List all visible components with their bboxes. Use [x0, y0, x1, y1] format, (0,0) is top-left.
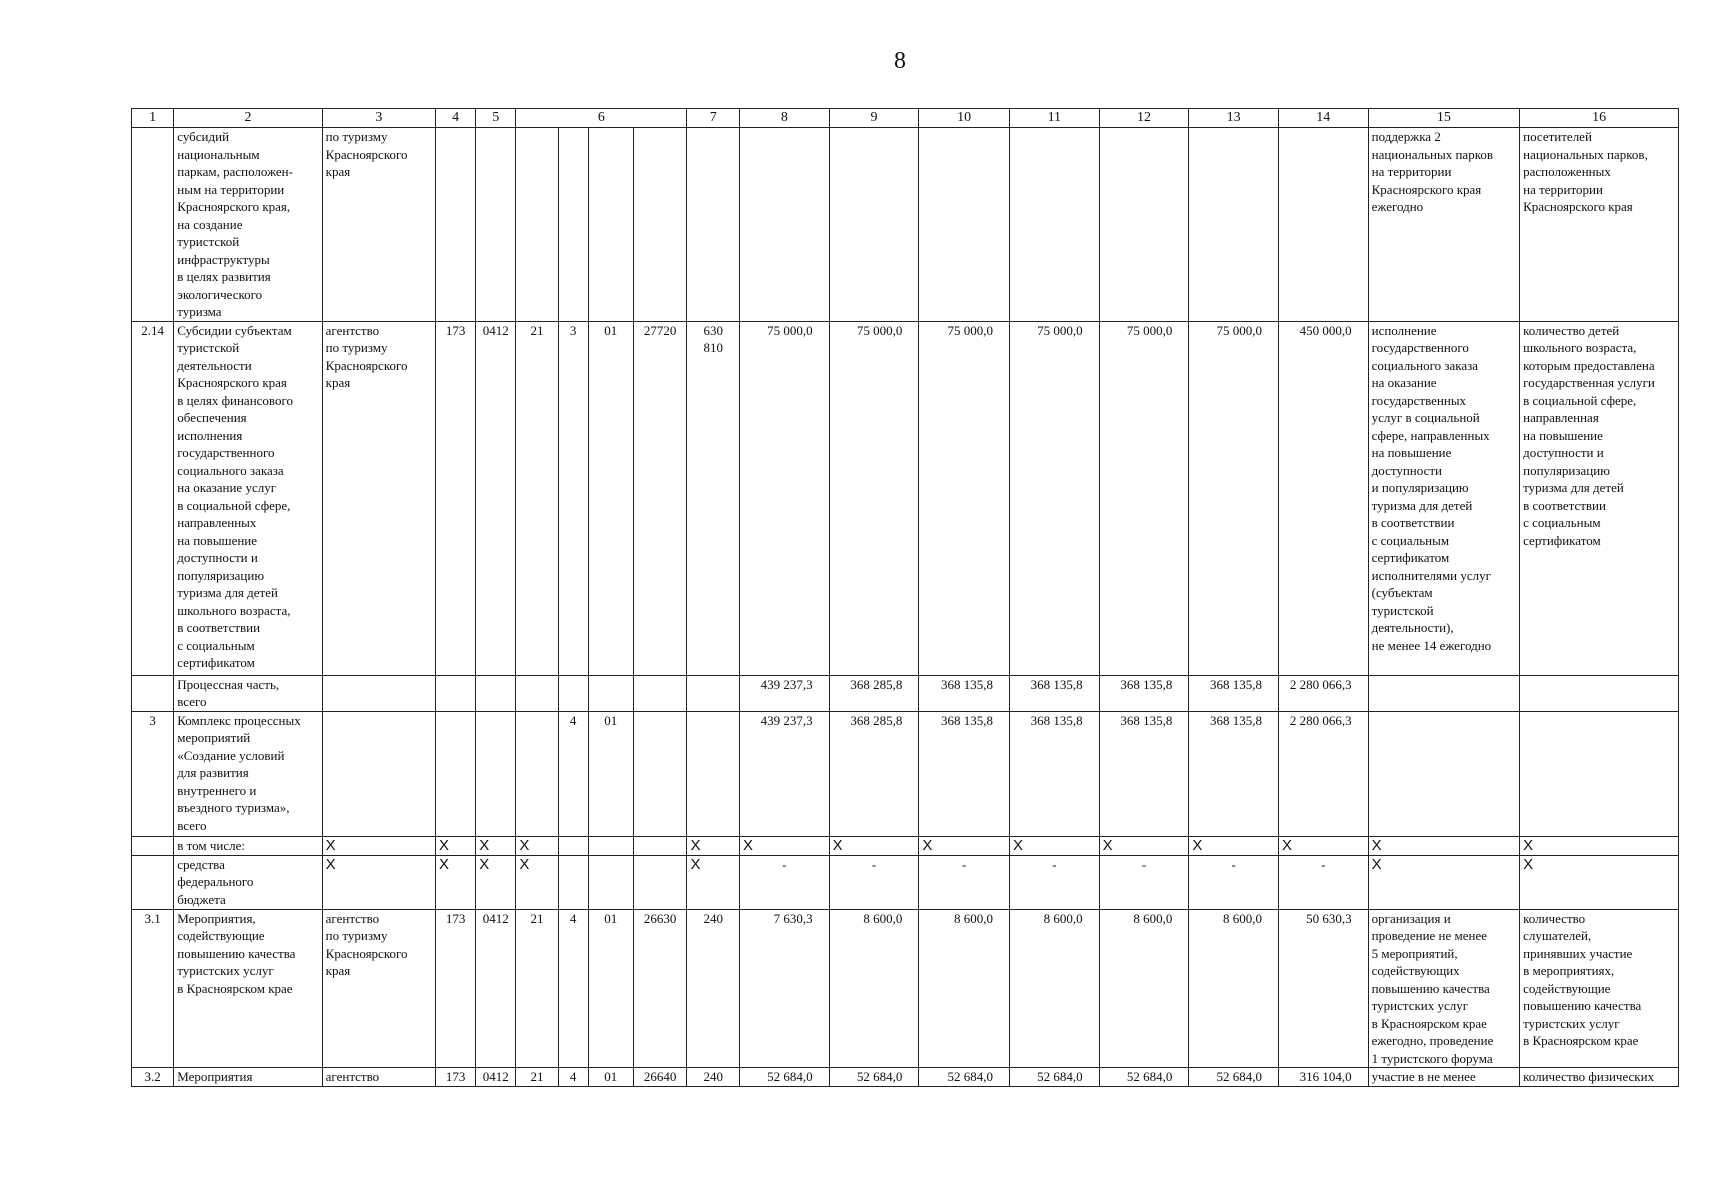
- cell-total: 50 630,3: [1278, 909, 1368, 1068]
- cell-name: средства федерального бюджета: [174, 855, 322, 909]
- cell-csr-type: 4: [558, 1068, 588, 1087]
- cell-x-mark: X: [687, 855, 740, 909]
- cell-x-mark: X: [322, 855, 435, 909]
- cell-empty: [1520, 675, 1679, 711]
- cell-empty: [558, 855, 588, 909]
- col-header: 5: [476, 109, 516, 128]
- cell-x-mark: X: [322, 836, 435, 855]
- cell-empty: [687, 675, 740, 711]
- col-header: 15: [1368, 109, 1520, 128]
- col-header: 16: [1520, 109, 1679, 128]
- cell-x-mark: X: [829, 836, 919, 855]
- cell-empty: [132, 836, 174, 855]
- cell-grbs: 173: [436, 1068, 476, 1087]
- cell-dash: -: [1189, 855, 1279, 909]
- cell-dash: -: [1010, 855, 1100, 909]
- col-header: 2: [174, 109, 322, 128]
- cell-empty: [633, 836, 687, 855]
- cell-amount: 75 000,0: [829, 321, 919, 675]
- cell-amount: 368 135,8: [1010, 675, 1100, 711]
- cell-amount: 52 684,0: [919, 1068, 1010, 1087]
- cell-result: поддержка 2 национальных парков на территории Красноярского края ежегодно: [1368, 128, 1520, 322]
- cell-empty: [436, 675, 476, 711]
- cell-indicator: количество слушателей, принявших участие в мероприятиях, содействующие повышению качества туристских услуг в Красноярском крае: [1520, 909, 1679, 1068]
- cell-x-mark: X: [1520, 855, 1679, 909]
- cell-empty: [1368, 711, 1520, 836]
- col-header: 13: [1189, 109, 1279, 128]
- col-header: 8: [740, 109, 830, 128]
- cell-empty: [829, 128, 919, 322]
- cell-csr-program: 21: [516, 909, 558, 1068]
- cell-amount: 52 684,0: [1010, 1068, 1100, 1087]
- cell-x-mark: X: [516, 855, 558, 909]
- cell-empty: [476, 128, 516, 322]
- cell-empty: [436, 128, 476, 322]
- cell-csr-direction: 26630: [633, 909, 687, 1068]
- cell-indicator: количество физических: [1520, 1068, 1679, 1087]
- col-header: 10: [919, 109, 1010, 128]
- cell-executor: агентство по туризму Красноярского края: [322, 909, 435, 1068]
- cell-empty: [322, 711, 435, 836]
- cell-amount: 8 600,0: [829, 909, 919, 1068]
- cell-x-mark: X: [1368, 836, 1520, 855]
- cell-total: 316 104,0: [1278, 1068, 1368, 1087]
- cell-empty: [132, 855, 174, 909]
- cell-empty: [132, 675, 174, 711]
- cell-csr-complex: 01: [588, 1068, 633, 1087]
- cell-number: 3: [132, 711, 174, 836]
- cell-amount: 368 135,8: [1010, 711, 1100, 836]
- cell-amount: 8 600,0: [1010, 909, 1100, 1068]
- cell-amount: 8 600,0: [1099, 909, 1189, 1068]
- cell-empty: [558, 128, 588, 322]
- cell-name: в том числе:: [174, 836, 322, 855]
- table-row: [132, 855, 1679, 909]
- cell-empty: [740, 128, 830, 322]
- cell-result: организация и проведение не менее 5 мероприятий, содействующих повышению качества туристских услуг в Красноярском крае ежегодно, проведение 1 туристского форума: [1368, 909, 1520, 1068]
- cell-vr: 240: [687, 909, 740, 1068]
- cell-executor: по туризму Красноярского края: [322, 128, 435, 322]
- cell-csr-type: 4: [558, 909, 588, 1068]
- cell-rzpr: 0412: [476, 321, 516, 675]
- cell-csr-type: 3: [558, 321, 588, 675]
- cell-csr-program: 21: [516, 1068, 558, 1087]
- cell-amount: 368 135,8: [1189, 711, 1279, 836]
- cell-empty: [1368, 675, 1520, 711]
- cell-amount: 8 600,0: [919, 909, 1010, 1068]
- cell-amount: 52 684,0: [829, 1068, 919, 1087]
- cell-empty: [919, 128, 1010, 322]
- cell-empty: [516, 128, 558, 322]
- header-row: [132, 109, 1679, 128]
- table-row: [132, 128, 1679, 322]
- cell-empty: [1010, 128, 1100, 322]
- cell-amount: 368 135,8: [1189, 675, 1279, 711]
- cell-empty: [1520, 711, 1679, 836]
- cell-result: участие в не менее: [1368, 1068, 1520, 1087]
- cell-x-mark: X: [1189, 836, 1279, 855]
- cell-x-mark: X: [1278, 836, 1368, 855]
- page-number: 8: [894, 48, 906, 74]
- cell-executor: агентство по туризму Красноярского края: [322, 321, 435, 675]
- cell-amount: 439 237,3: [740, 675, 830, 711]
- cell-amount: 8 600,0: [1189, 909, 1279, 1068]
- cell-empty: [633, 711, 687, 836]
- col-header: 14: [1278, 109, 1368, 128]
- cell-name: Субсидии субъектам туристской деятельности Красноярского края в целях финансового обеспечения исполнения государственного социального заказа на оказание услуг в социальной сфере, направленных на повышение доступности и популяризацию туризма для детей школьного возраста, в соответствии с социальным сертификатом: [174, 321, 322, 675]
- col-header: 6: [516, 109, 687, 128]
- cell-number: 3.2: [132, 1068, 174, 1087]
- cell-total: 2 280 066,3: [1278, 675, 1368, 711]
- cell-amount: 75 000,0: [1010, 321, 1100, 675]
- table-row: [132, 909, 1679, 1068]
- cell-amount: 368 285,8: [829, 675, 919, 711]
- cell-dash: -: [919, 855, 1010, 909]
- cell-indicator: количество детей школьного возраста, которым предоставлена государственная услуги в социальной сфере, направленная на повышение доступности и популяризацию туризма для детей в соответствии с социальным сертификатом: [1520, 321, 1679, 675]
- cell-empty: [588, 855, 633, 909]
- cell-empty: [558, 836, 588, 855]
- table-row: [132, 836, 1679, 855]
- cell-x-mark: X: [740, 836, 830, 855]
- table-row: [132, 1068, 1679, 1087]
- cell-empty: [476, 711, 516, 836]
- cell-empty: [476, 675, 516, 711]
- cell-amount: 368 135,8: [1099, 711, 1189, 836]
- cell-total: 2 280 066,3: [1278, 711, 1368, 836]
- cell-amount: 75 000,0: [1189, 321, 1279, 675]
- cell-executor: агентство: [322, 1068, 435, 1087]
- cell-x-mark: X: [436, 836, 476, 855]
- col-header: 4: [436, 109, 476, 128]
- cell-x-mark: X: [919, 836, 1010, 855]
- col-header: 11: [1010, 109, 1100, 128]
- cell-x-mark: X: [687, 836, 740, 855]
- cell-empty: [1278, 128, 1368, 322]
- cell-amount: 368 285,8: [829, 711, 919, 836]
- col-header: 7: [687, 109, 740, 128]
- cell-x-mark: X: [436, 855, 476, 909]
- table-row: [132, 675, 1679, 711]
- cell-csr-direction: 27720: [633, 321, 687, 675]
- cell-amount: 52 684,0: [1189, 1068, 1279, 1087]
- cell-dash: -: [740, 855, 830, 909]
- cell-empty: [588, 836, 633, 855]
- col-header: 3: [322, 109, 435, 128]
- cell-vr: 630 810: [687, 321, 740, 675]
- col-header: 9: [829, 109, 919, 128]
- cell-csr-type: 4: [558, 711, 588, 836]
- cell-x-mark: X: [1520, 836, 1679, 855]
- cell-amount: 7 630,3: [740, 909, 830, 1068]
- cell-vr: 240: [687, 1068, 740, 1087]
- cell-x-mark: X: [476, 836, 516, 855]
- cell-number: 2.14: [132, 321, 174, 675]
- cell-empty: [1099, 128, 1189, 322]
- cell-csr-complex: 01: [588, 711, 633, 836]
- cell-empty: [633, 128, 687, 322]
- col-header: 12: [1099, 109, 1189, 128]
- cell-name: Мероприятия, содействующие повышению качества туристских услуг в Красноярском крае: [174, 909, 322, 1068]
- cell-empty: [633, 675, 687, 711]
- cell-empty: [516, 675, 558, 711]
- cell-amount: 52 684,0: [1099, 1068, 1189, 1087]
- cell-name: Комплекс процессных мероприятий «Создание условий для развития внутреннего и въездного туризма», всего: [174, 711, 322, 836]
- cell-empty: [633, 855, 687, 909]
- cell-dash: -: [1099, 855, 1189, 909]
- cell-amount: 439 237,3: [740, 711, 830, 836]
- cell-result: исполнение государственного социального заказа на оказание государственных услуг в социальной сфере, направленных на повышение доступности и популяризацию туризма для детей в соответствии с социальным сертификатом исполнителями услуг (субъектам туристской деятельности), не менее 14 ежегодно: [1368, 321, 1520, 675]
- table-row: [132, 711, 1679, 836]
- cell-csr-direction: 26640: [633, 1068, 687, 1087]
- cell-dash: -: [829, 855, 919, 909]
- cell-name: субсидий национальным паркам, расположен- ным на территории Красноярского края, на создание туристской инфраструктуры в целях развития экологического туризма: [174, 128, 322, 322]
- cell-empty: [1189, 128, 1279, 322]
- cell-number: [132, 128, 174, 322]
- cell-number: 3.1: [132, 909, 174, 1068]
- cell-dash: -: [1278, 855, 1368, 909]
- cell-empty: [687, 128, 740, 322]
- cell-grbs: 173: [436, 321, 476, 675]
- cell-x-mark: X: [516, 836, 558, 855]
- cell-name: Процессная часть, всего: [174, 675, 322, 711]
- cell-empty: [588, 675, 633, 711]
- col-header: 1: [132, 109, 174, 128]
- cell-rzpr: 0412: [476, 1068, 516, 1087]
- cell-x-mark: X: [476, 855, 516, 909]
- cell-indicator: посетителей национальных парков, расположенных на территории Красноярского края: [1520, 128, 1679, 322]
- table-row: [132, 321, 1679, 675]
- cell-empty: [322, 675, 435, 711]
- cell-amount: 368 135,8: [919, 711, 1010, 836]
- cell-amount: 368 135,8: [919, 675, 1010, 711]
- cell-rzpr: 0412: [476, 909, 516, 1068]
- cell-empty: [558, 675, 588, 711]
- cell-csr-complex: 01: [588, 321, 633, 675]
- cell-grbs: 173: [436, 909, 476, 1068]
- cell-amount: 75 000,0: [919, 321, 1010, 675]
- cell-x-mark: X: [1368, 855, 1520, 909]
- cell-amount: 75 000,0: [740, 321, 830, 675]
- cell-empty: [588, 128, 633, 322]
- cell-csr-program: 21: [516, 321, 558, 675]
- cell-empty: [516, 711, 558, 836]
- cell-empty: [687, 711, 740, 836]
- cell-empty: [436, 711, 476, 836]
- cell-x-mark: X: [1010, 836, 1100, 855]
- cell-name: Мероприятия: [174, 1068, 322, 1087]
- cell-amount: 75 000,0: [1099, 321, 1189, 675]
- program-table: [131, 108, 1679, 1087]
- cell-amount: 368 135,8: [1099, 675, 1189, 711]
- cell-total: 450 000,0: [1278, 321, 1368, 675]
- cell-x-mark: X: [1099, 836, 1189, 855]
- cell-csr-complex: 01: [588, 909, 633, 1068]
- cell-amount: 52 684,0: [740, 1068, 830, 1087]
